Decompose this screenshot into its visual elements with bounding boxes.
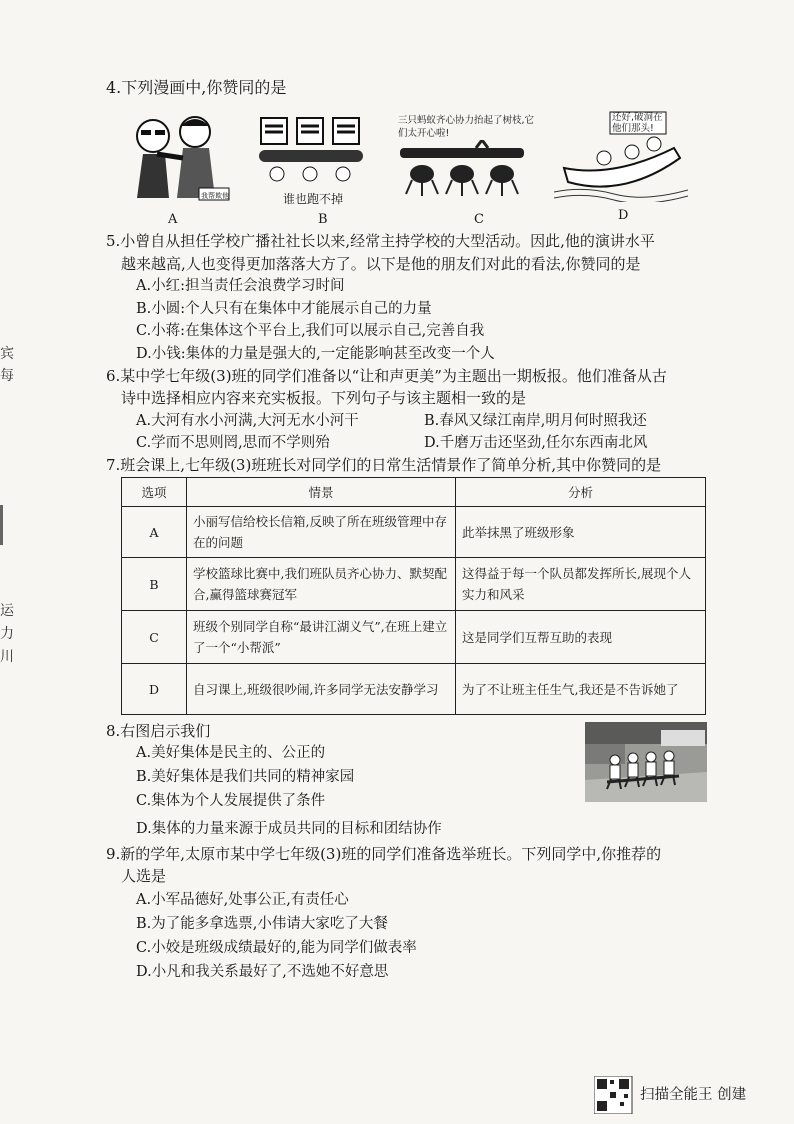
- table-row: [122, 664, 706, 715]
- q9-option-c: C.小姣是班级成绩最好的,能为同学们做表率: [136, 940, 417, 956]
- q6-stem-cont: 诗中选择相应内容来充实板报。下列句子与该主题相一致的是: [121, 389, 527, 407]
- q6-option-c: C.学而不思则罔,思而不学则殆: [136, 435, 330, 451]
- q6-option-b: B.春风又绿江南岸,明月何时照我还: [424, 413, 647, 429]
- q5-option-a: A.小红:担当责任会浪费学习时间: [136, 278, 345, 294]
- scanner-footer-text: 扫描全能王 创建: [640, 1087, 747, 1103]
- row-scene: 班级个别同学自称“最讲江湖义气”,在班上建立了一个“小帮派”: [187, 611, 456, 664]
- q7-stem: 7.班会课上,七年级(3)班班长对同学们的日常生活情景作了简单分析,其中你赞同的是: [106, 456, 662, 474]
- row-scene: 小丽写信给校长信箱,反映了所在班级管理中存在的问题: [187, 507, 456, 558]
- q4-stem: 4.下列漫画中,你赞同的是: [106, 78, 287, 97]
- edge-char: 力: [0, 626, 14, 642]
- row-analysis: 为了不让班主任生气,我还是不告诉她了: [456, 664, 706, 715]
- cartoon-c-caption: 三只蚂蚁齐心协力抬起了树枝,它们太开心啦!: [398, 115, 535, 139]
- q8-option-a: A.美好集体是民主的、公正的: [136, 745, 326, 761]
- cartoon-b-caption: 谁也跑不掉: [283, 192, 344, 206]
- team-race-photo: [585, 722, 707, 802]
- q9-option-d: D.小凡和我关系最好了,不选她不好意思: [136, 964, 389, 980]
- q9-option-a: A.小军品德好,处事公正,有责任心: [136, 892, 349, 908]
- q4-label-a: A: [168, 212, 178, 227]
- cartoon-d-caption: 还好,破洞在他们那头!: [612, 112, 663, 134]
- row-analysis: 这得益于每一个队员都发挥所长,展现个人实力和风采: [456, 558, 706, 611]
- cartoon-a-image: [123, 108, 231, 204]
- row-option: C: [122, 611, 187, 664]
- row-analysis: 这是同学们互帮互助的表现: [456, 611, 706, 664]
- table-row: [122, 507, 706, 558]
- row-scene: 自习课上,班级很吵闹,许多同学无法安静学习: [187, 664, 456, 715]
- q9-option-b: B.为了能多拿选票,小伟请大家吃了大餐: [136, 916, 388, 932]
- header-option: 选项: [122, 478, 187, 507]
- q9-stem: 9.新的学年,太原市某中学七年级(3)班的同学们准备选举班长。下列同学中,你推荐的: [106, 845, 662, 863]
- q5-stem: 5.小曾自从担任学校广播社社长以来,经常主持学校的大型活动。因此,他的演讲水平: [106, 232, 655, 250]
- q5-stem-cont: 越来越高,人也变得更加落落大方了。以下是他的朋友们对此的看法,你赞同的是: [121, 255, 641, 273]
- table-header-row: [122, 478, 706, 507]
- cartoon-c-image: [396, 140, 530, 202]
- edge-char: 运: [0, 603, 14, 619]
- q4-label-b: B: [318, 212, 328, 227]
- row-analysis: 此举抹黑了班级形象: [456, 507, 706, 558]
- q9-stem-cont: 人选是: [121, 867, 167, 885]
- q6-stem: 6.某中学七年级(3)班的同学们准备以“让和声更美”为主题出一期板报。他们准备从古: [106, 367, 667, 385]
- q4-label-c: C: [474, 212, 484, 227]
- q5-option-c: C.小蒋:在集体这个平台上,我们可以展示自己,完善自我: [136, 323, 485, 339]
- row-option: D: [122, 664, 187, 715]
- header-analysis: 分析: [456, 478, 706, 507]
- edge-char: 宾: [0, 346, 14, 362]
- q8-option-c: C.集体为个人发展提供了条件: [136, 793, 326, 809]
- q5-option-b: B.小圆:个人只有在集体中才能展示自己的力量: [136, 301, 432, 317]
- q6-option-a: A.大河有水小河满,大河无水小河干: [136, 413, 359, 429]
- q8-option-d: D.集体的力量来源于成员共同的目标和团结协作: [136, 821, 442, 837]
- edge-char: 川: [0, 649, 14, 665]
- row-scene: 学校篮球比赛中,我们班队员齐心协力、默契配合,赢得篮球赛冠军: [187, 558, 456, 611]
- q6-option-d: D.千磨万击还坚劲,任尔东西南北风: [424, 435, 648, 451]
- q5-option-d: D.小钱:集体的力量是强大的,一定能影响甚至改变一个人: [136, 346, 495, 362]
- row-option: A: [122, 507, 187, 558]
- header-scene: 情景: [187, 478, 456, 507]
- row-option: B: [122, 558, 187, 611]
- situation-table: [121, 477, 706, 715]
- table-row: [122, 558, 706, 611]
- table-row: [122, 611, 706, 664]
- q8-option-b: B.美好集体是我们共同的精神家园: [136, 769, 355, 785]
- edge-mark: [0, 505, 3, 545]
- cartoon-a-caption: 我帮欺他: [201, 192, 229, 200]
- q8-stem: 8.右图启示我们: [106, 722, 211, 740]
- edge-char: 每: [0, 368, 14, 384]
- q4-label-d: D: [618, 208, 629, 223]
